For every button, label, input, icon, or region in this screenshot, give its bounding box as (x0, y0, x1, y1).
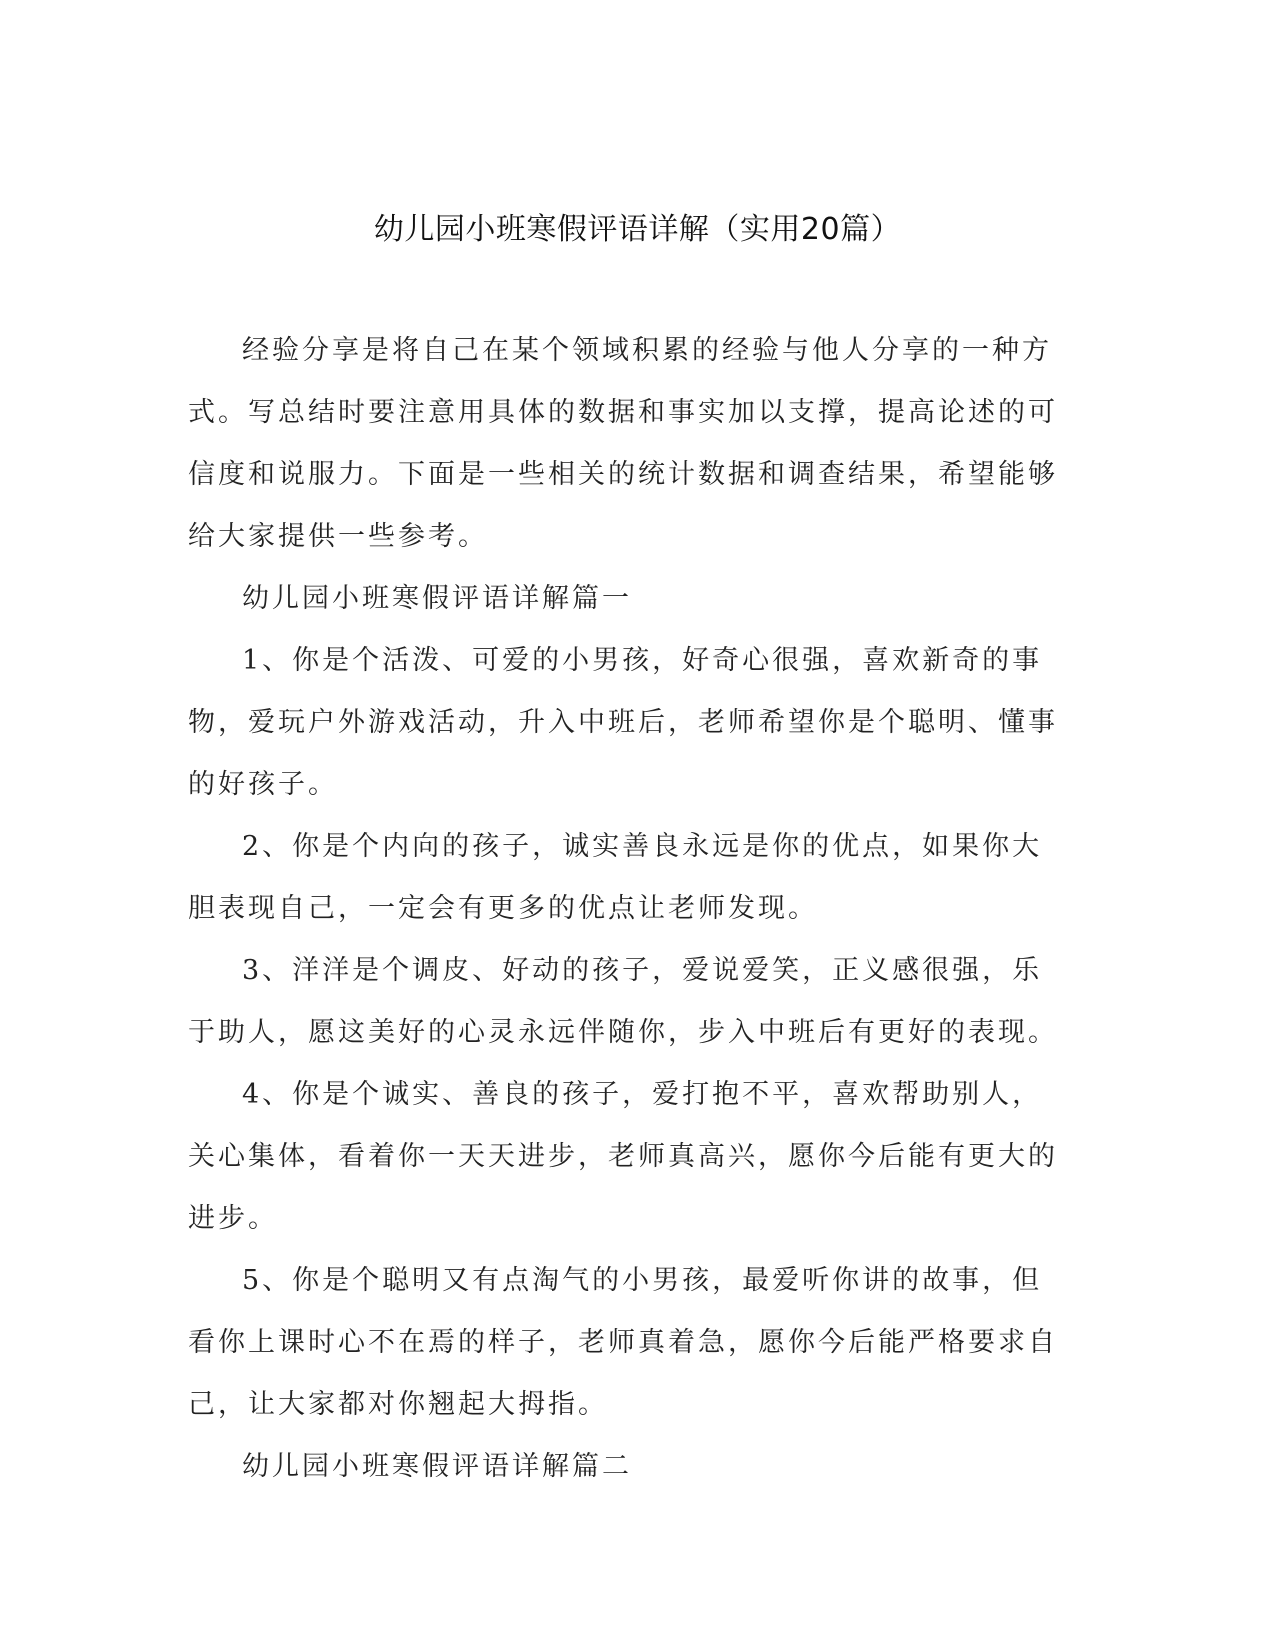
section-heading-2: 幼儿园小班寒假评语详解篇二 (242, 1451, 632, 1482)
comment-paragraph-4: 4、你是个诚实、善良的孩子，爱打抱不平，喜欢帮助别人，关心集体，看着你一天天进步，老师真高兴，愿你今后能有更大的进步。 (188, 1079, 1058, 1234)
document-body (188, 320, 1068, 1498)
intro-paragraph: 经验分享是将自己在某个领域积累的经验与他人分享的一种方式。写总结时要注意用具体的数据和事实加以支撑，提高论述的可信度和说服力。下面是一些相关的统计数据和调查结果，希望能够给大家提供一些参考。 (188, 335, 1058, 552)
comment-paragraph-1: 1、你是个活泼、可爱的小男孩，好奇心很强，喜欢新奇的事物，爱玩户外游戏活动，升入中班后，老师希望你是个聪明、懂事的好孩子。 (188, 645, 1058, 800)
comment-paragraph-2: 2、你是个内向的孩子，诚实善良永远是你的优点，如果你大胆表现自己，一定会有更多的优点让老师发现。 (188, 831, 1043, 924)
comment-paragraph-3: 3、洋洋是个调皮、好动的孩子，爱说爱笑，正义感很强，乐于助人，愿这美好的心灵永远伴随你，步入中班后有更好的表现。 (188, 955, 1058, 1048)
document-title: 幼儿园小班寒假评语详解（实用20篇） (373, 212, 902, 247)
section-heading-1: 幼儿园小班寒假评语详解篇一 (242, 583, 632, 614)
comment-paragraph-5: 5、你是个聪明又有点淘气的小男孩，最爱听你讲的故事，但看你上课时心不在焉的样子，老师真着急，愿你今后能严格要求自己，让大家都对你翘起大拇指。 (188, 1265, 1058, 1420)
